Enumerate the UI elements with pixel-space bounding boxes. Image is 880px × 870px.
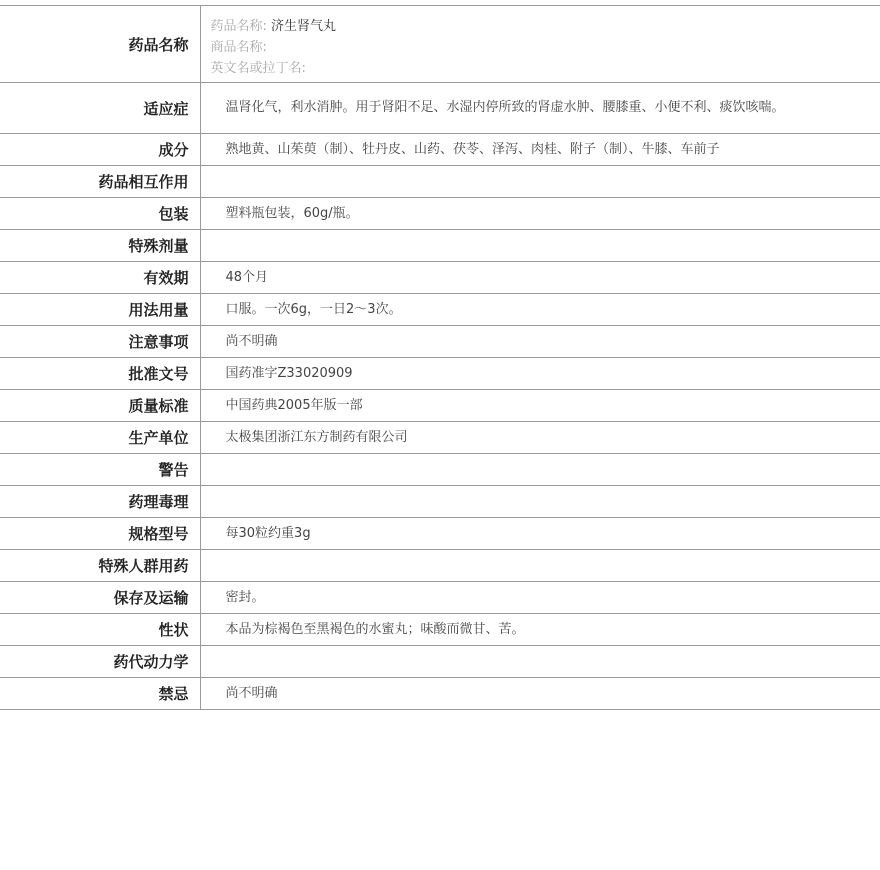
row-label: 药理毒理 [0, 486, 200, 518]
row-specification [0, 518, 880, 550]
row-value [200, 486, 880, 518]
row-value: 尚不明确 [200, 326, 880, 358]
row-label: 警告 [0, 454, 200, 486]
row-value: 尚不明确 [200, 678, 880, 710]
english-name-label: 英文名或拉丁名: [210, 61, 306, 76]
row-label-drug-name: 药品名称 [0, 6, 200, 83]
row-value: 本品为棕褐色至黑褐色的水蜜丸；味酸而微甘、苦。 [200, 614, 880, 646]
row-label: 特殊人群用药 [0, 550, 200, 582]
trade-name-line [211, 37, 811, 58]
row-label: 注意事项 [0, 326, 200, 358]
row-precautions [0, 326, 880, 358]
row-label: 性状 [0, 614, 200, 646]
row-label: 有效期 [0, 262, 200, 294]
row-value: 塑料瓶包装，60g/瓶。 [200, 198, 880, 230]
row-indications [0, 83, 880, 134]
row-value: 温肾化气，利水消肿。用于肾阳不足、水湿内停所致的肾虚水肿、腰膝重、小便不利、痰饮咳喘。 [200, 83, 880, 134]
row-pharmacology [0, 486, 880, 518]
row-ingredients [0, 134, 880, 166]
row-label: 药品相互作用 [0, 166, 200, 198]
row-manufacturer [0, 422, 880, 454]
row-special-populations [0, 550, 880, 582]
row-drug-name [0, 6, 880, 83]
row-label: 禁忌 [0, 678, 200, 710]
row-shelf-life [0, 262, 880, 294]
row-label: 生产单位 [0, 422, 200, 454]
row-label: 特殊剂量 [0, 230, 200, 262]
row-value: 国药准字Z33020909 [200, 358, 880, 390]
row-special-dosage [0, 230, 880, 262]
row-value: 熟地黄、山茱萸（制）、牡丹皮、山药、茯苓、泽泻、肉桂、附子（制）、牛膝、车前子 [200, 134, 880, 166]
row-value: 口服。一次6g，一日2～3次。 [200, 294, 880, 326]
row-value [200, 454, 880, 486]
row-contraindications [0, 678, 880, 710]
row-description [0, 614, 880, 646]
row-quality-standard [0, 390, 880, 422]
row-value: 中国药典2005年版一部 [200, 390, 880, 422]
row-value: 密封。 [200, 582, 880, 614]
row-value [200, 166, 880, 198]
row-label: 规格型号 [0, 518, 200, 550]
row-label: 适应症 [0, 83, 200, 134]
row-label: 药代动力学 [0, 646, 200, 678]
row-packaging [0, 198, 880, 230]
generic-name-label: 药品名称: [210, 19, 267, 34]
row-label: 成分 [0, 134, 200, 166]
row-label: 保存及运输 [0, 582, 200, 614]
generic-name-value: 济生肾气丸 [271, 19, 337, 34]
row-value [200, 646, 880, 678]
row-storage [0, 582, 880, 614]
drug-info-table [0, 5, 880, 710]
row-label: 批准文号 [0, 358, 200, 390]
generic-name-line [211, 16, 811, 37]
row-value: 48个月 [200, 262, 880, 294]
row-usage-dosage [0, 294, 880, 326]
drug-name-values [200, 6, 880, 83]
row-value [200, 550, 880, 582]
row-value: 太极集团浙江东方制药有限公司 [200, 422, 880, 454]
row-label: 包装 [0, 198, 200, 230]
row-value [200, 230, 880, 262]
row-label: 用法用量 [0, 294, 200, 326]
row-label: 质量标准 [0, 390, 200, 422]
row-warning [0, 454, 880, 486]
row-pharmacokinetics [0, 646, 880, 678]
row-value: 每30粒约重3g [200, 518, 880, 550]
trade-name-label: 商品名称: [210, 40, 267, 55]
row-approval-number [0, 358, 880, 390]
row-interactions [0, 166, 880, 198]
english-name-line [211, 58, 811, 79]
